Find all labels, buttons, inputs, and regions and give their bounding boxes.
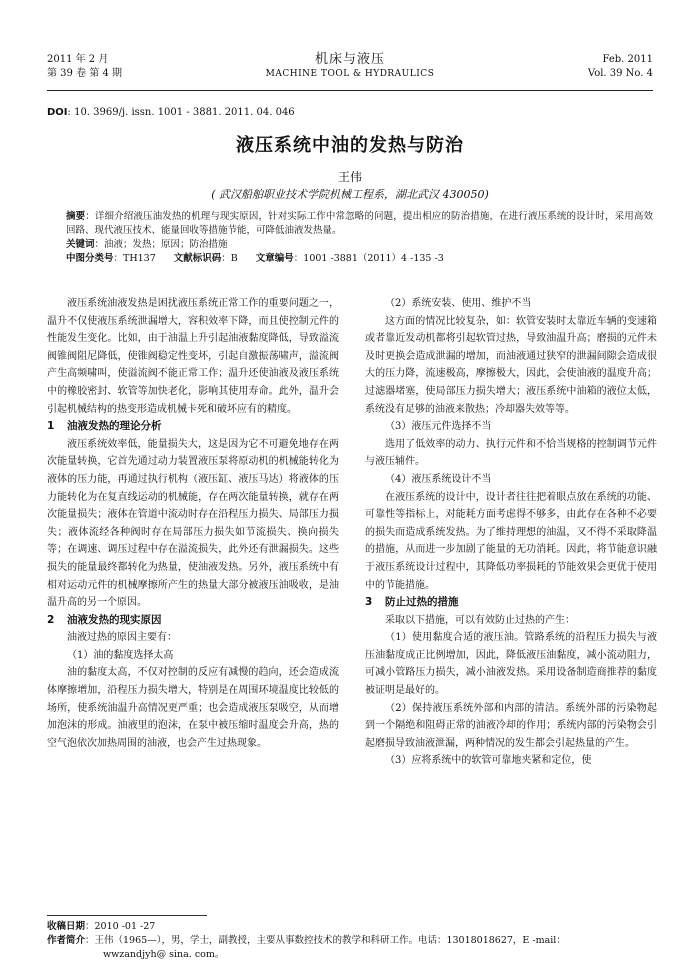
issue-date-en: [588, 53, 653, 81]
paragraph: 这方面的情况比较复杂，如：软管安装时太靠近车辆的变速箱或者靠近发动机都将引起软管过热，导致油温升高；磨损的元件未及时更换会造成泄漏的增加，而油液通过狭窄的泄漏间隙会造成很大的压力降，流速极高，摩擦极大，因此，会使油液的温度升高；过滤器堵塞，使局部压力损失增大；液压系统中油箱的液位太低，系统没有足够的油液来散热；冷却器失效等等。: [365, 315, 657, 415]
paragraph: 在液压系统的设计中，设计者往往把着眼点放在系统的功能、可靠性等指标上，对能耗方面考虑得不够多，由此存在各种不必要的损失而造成系统发热。为了维持理想的油温，又不得不采取降温的措施，从而进一步加剧了能量的无功消耗。因此，将节能意识融于液压系统设计过程中，其降低功率损耗的节能效果会更优于使用中的节能措施。: [365, 491, 657, 591]
clc-label: 中图分类号: [66, 253, 114, 264]
journal-name: [47, 53, 653, 81]
subsection-heading: （3）液压元件选择不当: [385, 421, 492, 433]
doi-value: : 10. 3969/j. issn. 1001 - 3881. 2011. 04. 046: [67, 107, 295, 118]
received-value: ：2010 -01 -27: [85, 921, 156, 932]
abstract-text: ：详细介绍液压油发热的机理与现实原因，针对实际工作中常忽略的问题，提出相应的防治措施，在进行液压系统的设计时，采用高效回路、现代液压技术、能量回收等措施节能，可降低油液发热量。: [66, 211, 653, 236]
body-right-column: [365, 295, 657, 770]
author-name: 王伟: [337, 170, 362, 184]
clc: [66, 252, 156, 266]
subsection-heading: （2）系统安装、使用、维护不当: [385, 298, 532, 309]
paragraph: 液压系统油液发热是困扰液压系统正常工作的重要问题之一，温升不仅使液压系统泄漏增大，容积效率下降，而且使控制元件的性能发生变化。比如，由于油温上升引起油液黏度降低，导致溢流阀锥阀阻尼降低，使锥阀稳定性变坏，引起自激振荡啸声，溢流阀产生高频啸叫，使溢流阀不能正常工作；温升还使油液及液压系统中的橡胶密封、软管等加快老化，影响其使用寿命。此外，温升会引起机械结构的热变形造成机械卡死和破坏应有的精度。: [47, 298, 339, 415]
clc-value: ：TH137: [113, 253, 156, 264]
keywords-label: 关键词: [66, 239, 95, 250]
section-number: 1: [47, 420, 55, 433]
received-label: 收稿日期: [47, 921, 86, 932]
abstract-label: 摘要: [66, 211, 86, 222]
issue-month-en: Feb. 2011: [602, 54, 653, 65]
journal-name-cn: 机床与液压: [314, 52, 385, 67]
paragraph: 选用了低效率的动力、执行元件和不恰当规格的控制调节元件与液压辅件。: [365, 438, 657, 468]
article-number: [256, 252, 444, 266]
section-title: 油液发热的理论分析: [67, 420, 162, 433]
classification-line: [47, 252, 653, 266]
section-number: 2: [47, 613, 55, 626]
keywords-text: ：油液；发热；原因；防治措施: [94, 239, 228, 250]
paragraph: （3）应将系统中的软管可靠地夹紧和定位，使: [385, 755, 592, 767]
journal-header: [47, 53, 653, 89]
header-rule: [47, 90, 653, 91]
bio-text: ：王伟（1965—），男，学士，副教授，主要从事数控技术的教学和科研工作。电话：13018018627，E -mail：: [85, 935, 566, 946]
footnote-block: [47, 920, 653, 962]
paragraph: 油液过热的原因主要有：: [67, 632, 177, 644]
section-title: 防止过热的措施: [385, 596, 459, 609]
section-heading-2: [47, 612, 339, 630]
section-number: 3: [365, 596, 373, 609]
abstract: [47, 210, 653, 238]
paragraph: 液压系统效率低，能量损失大，这是因为它不可避免地存在两次能量转换，它首先通过动力装置液压泵将原动机的机械能转化为液体的压力能，再通过执行机构（液压缸、液压马达）将液体的压力能转化为在复直线运动的机械能，存在两次能量转换，就存在两次能量损失；液体在管道中流动时存在沿程压力损失、局部压力损失；液体流经各种阀时存在局部压力损失如节流损失、换向损失等；在调速、调压过程中存在溢流损失，此外还有泄漏损失。这些损失的能量最终都转化为热量，使油液发热。另外，液压系统中有相对运动元件的机械摩擦所产生的热量大部分被液压油吸收，是油温升高的另一个原因。: [47, 438, 339, 609]
doi-label: DOI: [47, 107, 68, 118]
section-heading-1: [47, 418, 339, 436]
doc-code-value: ：B: [221, 253, 238, 264]
doc-code-label: 文献标识码: [173, 253, 222, 264]
paragraph: 油的黏度太高，不仅对控制的反应有减慢的趋向，还会造成流体摩擦增加，沿程压力损失增大，特别是在周围环境温度比较低的场所，使系统油温升高情况更严重；也会造成液压泵吸空，从而增加泡沫的形成。油液里的泡沫，在泵中被压缩时温度会升高，热的空气泡依次加热周围的油液，也会产生过热现象。: [47, 667, 339, 749]
author-bio: [47, 934, 653, 948]
article-title: 液压系统中油的发热与防治: [236, 135, 464, 156]
subsection-heading: （4）液压系统设计不当: [385, 473, 492, 485]
keywords: [47, 238, 653, 252]
doc-code: [174, 252, 238, 266]
author-affiliation: ( 武汉船舶职业技术学院机械工程系，湖北武汉 430050): [211, 188, 489, 201]
body-left-column: [47, 295, 339, 752]
doi-line: [47, 107, 295, 118]
paragraph: 采取以下措施，可以有效防止过热的产生：: [385, 614, 575, 626]
bio-label: 作者简介: [47, 935, 86, 946]
received-date: [47, 920, 653, 934]
issue-volume-en: Vol. 39 No. 4: [587, 68, 653, 79]
article-number-label: 文章编号: [255, 253, 294, 264]
subsection-heading: （1）油的黏度选择太高: [67, 649, 174, 661]
author-email: wwzandjyh@ sina. com。: [103, 949, 225, 960]
issue-month: 2011 年 2 月: [47, 54, 109, 65]
section-title: 油液发热的现实原因: [67, 613, 162, 626]
paragraph: （2）保持液压系统外部和内部的清洁。系统外部的污染物起到一个隔绝和阻碍正常的油液冷却的作用；系统内部的污染物会引起磨损导致油液泄漏，两种情况的发生都会引起热量的产生。: [365, 702, 657, 749]
paragraph: （1）使用黏度合适的液压油。管路系统的沿程压力损失与液压油黏度成正比例增加，因此，降低液压油黏度，减小流动阻力，可减小管路压力损失，减小油液发热。采用设备制造商推荐的黏度被证明是最好的。: [365, 632, 657, 697]
issue-volume: 第 39 卷 第 4 期: [47, 68, 122, 79]
article-number-value: ：1001 -3881（2011）4 -135 -3: [293, 253, 444, 264]
abstract-block: [47, 210, 653, 266]
footnote-rule: [47, 915, 207, 916]
journal-name-en: MACHINE TOOL & HYDRAULICS: [265, 69, 435, 79]
section-heading-3: [365, 594, 657, 612]
